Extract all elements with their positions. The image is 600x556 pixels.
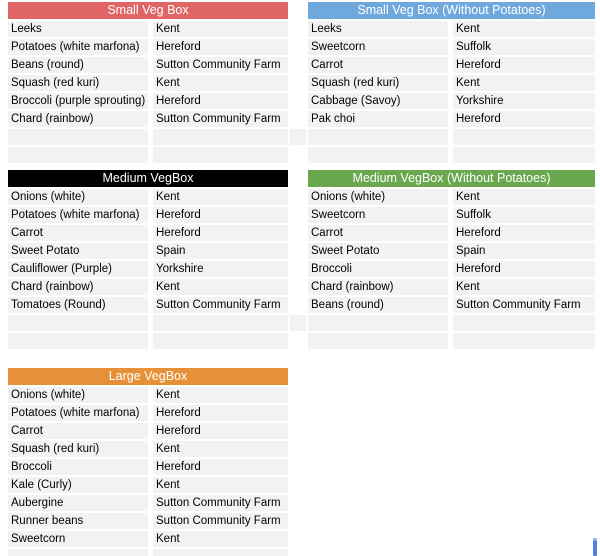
table-row xyxy=(8,93,288,109)
item-cell[interactable]: Broccoli xyxy=(8,459,148,475)
item-cell[interactable]: Aubergine xyxy=(8,495,148,511)
item-cell[interactable]: Sweet Potato xyxy=(8,243,148,259)
item-cell[interactable]: Potatoes (white marfona) xyxy=(8,39,148,55)
item-cell[interactable]: Kale (Curly) xyxy=(8,477,148,493)
source-cell[interactable] xyxy=(153,549,288,556)
source-cell[interactable] xyxy=(453,129,595,145)
table-body xyxy=(8,189,288,349)
item-cell[interactable]: Sweet Potato xyxy=(308,243,448,259)
table-row xyxy=(8,21,288,37)
table-body xyxy=(8,21,288,163)
table-row xyxy=(308,261,595,277)
source-cell[interactable]: Sutton Community Farm xyxy=(153,111,288,127)
source-cell[interactable]: Sutton Community Farm xyxy=(153,513,288,529)
table-large-vegbox xyxy=(8,368,288,556)
table-medium-vegbox-without-potatoes xyxy=(308,170,595,351)
table-row xyxy=(308,75,595,91)
item-cell[interactable]: Cabbage (Savoy) xyxy=(308,93,448,109)
table-row xyxy=(8,387,288,403)
item-cell[interactable]: Carrot xyxy=(308,57,448,73)
table-header-small-veg-box[interactable]: Small Veg Box xyxy=(8,2,288,19)
table-small-veg-box-without-potatoes xyxy=(308,2,595,165)
source-cell[interactable]: Hereford xyxy=(453,111,595,127)
table-row xyxy=(308,243,595,259)
table-row xyxy=(308,225,595,241)
item-cell[interactable]: Leeks xyxy=(8,21,148,37)
item-cell[interactable]: Leeks xyxy=(308,21,448,37)
table-row xyxy=(8,207,288,223)
scrollbar-thumb[interactable] xyxy=(593,538,597,556)
table-header-large-vegbox[interactable]: Large VegBox xyxy=(8,368,288,385)
source-cell[interactable]: Kent xyxy=(153,279,288,295)
table-row xyxy=(308,279,595,295)
table-row xyxy=(8,495,288,511)
source-cell[interactable]: Kent xyxy=(153,387,288,403)
empty-row xyxy=(8,147,288,163)
row-band-gap-cell xyxy=(290,129,306,145)
table-row xyxy=(8,441,288,457)
table-row xyxy=(8,405,288,421)
item-cell[interactable] xyxy=(8,549,148,556)
table-row xyxy=(308,21,595,37)
item-cell[interactable]: Squash (red kuri) xyxy=(8,75,148,91)
table-row xyxy=(8,243,288,259)
item-cell[interactable]: Squash (red kuri) xyxy=(8,441,148,457)
table-row xyxy=(308,207,595,223)
table-row xyxy=(8,459,288,475)
table-row xyxy=(308,297,595,313)
item-cell[interactable]: Sweetcorn xyxy=(308,207,448,223)
table-row xyxy=(8,57,288,73)
source-cell[interactable]: Suffolk xyxy=(453,39,595,55)
item-cell[interactable]: Carrot xyxy=(8,423,148,439)
source-cell[interactable]: Kent xyxy=(153,189,288,205)
table-row xyxy=(8,75,288,91)
source-cell[interactable]: Hereford xyxy=(153,39,288,55)
empty-row xyxy=(8,129,288,145)
table-row xyxy=(8,111,288,127)
source-cell[interactable]: Sutton Community Farm xyxy=(453,297,595,313)
empty-row xyxy=(8,315,288,331)
table-header-medium-vegbox[interactable]: Medium VegBox xyxy=(8,170,288,187)
table-row xyxy=(8,297,288,313)
item-cell[interactable]: Carrot xyxy=(8,225,148,241)
item-cell[interactable]: Sweetcorn xyxy=(8,531,148,547)
source-cell[interactable] xyxy=(453,147,595,163)
item-cell[interactable]: Sweetcorn xyxy=(308,39,448,55)
source-cell[interactable]: Hereford xyxy=(153,93,288,109)
source-cell[interactable]: Hereford xyxy=(153,405,288,421)
item-cell[interactable] xyxy=(308,129,448,145)
source-cell[interactable]: Hereford xyxy=(453,225,595,241)
source-cell[interactable]: Kent xyxy=(453,21,595,37)
empty-row xyxy=(308,147,595,163)
source-cell[interactable]: Sutton Community Farm xyxy=(153,57,288,73)
table-row xyxy=(8,39,288,55)
source-cell[interactable] xyxy=(153,315,288,331)
table-small-veg-box xyxy=(8,2,288,165)
item-cell[interactable] xyxy=(8,147,148,163)
table-header-small-veg-box-without-potatoes[interactable]: Small Veg Box (Without Potatoes) xyxy=(308,2,595,19)
table-row xyxy=(8,261,288,277)
source-cell[interactable]: Hereford xyxy=(153,423,288,439)
source-cell[interactable]: Yorkshire xyxy=(453,93,595,109)
source-cell[interactable] xyxy=(453,333,595,349)
item-cell[interactable] xyxy=(8,129,148,145)
item-cell[interactable] xyxy=(308,147,448,163)
source-cell[interactable]: Hereford xyxy=(453,57,595,73)
table-row xyxy=(8,513,288,529)
table-row xyxy=(308,39,595,55)
empty-row xyxy=(8,333,288,349)
item-cell[interactable]: Potatoes (white marfona) xyxy=(8,207,148,223)
item-cell[interactable]: Chard (rainbow) xyxy=(8,279,148,295)
table-row xyxy=(8,279,288,295)
item-cell[interactable]: Pak choi xyxy=(308,111,448,127)
table-body xyxy=(308,189,595,349)
table-row xyxy=(8,225,288,241)
table-row xyxy=(308,93,595,109)
table-row xyxy=(8,189,288,205)
table-row xyxy=(8,531,288,547)
table-medium-vegbox xyxy=(8,170,288,351)
source-cell[interactable]: Kent xyxy=(153,531,288,547)
row-band-gap-cell xyxy=(290,315,306,331)
table-row xyxy=(8,423,288,439)
source-cell[interactable]: Sutton Community Farm xyxy=(153,495,288,511)
item-cell[interactable]: Beans (round) xyxy=(8,57,148,73)
source-cell[interactable] xyxy=(153,129,288,145)
source-cell[interactable]: Kent xyxy=(153,441,288,457)
item-cell[interactable]: Chard (rainbow) xyxy=(8,111,148,127)
table-body xyxy=(308,21,595,163)
item-cell[interactable]: Onions (white) xyxy=(308,189,448,205)
source-cell[interactable] xyxy=(153,333,288,349)
table-row xyxy=(308,57,595,73)
source-cell[interactable]: Yorkshire xyxy=(153,261,288,277)
source-cell[interactable]: Hereford xyxy=(153,207,288,223)
item-cell[interactable]: Onions (white) xyxy=(8,189,148,205)
empty-row xyxy=(308,333,595,349)
item-cell[interactable]: Onions (white) xyxy=(8,387,148,403)
item-cell[interactable]: Beans (round) xyxy=(308,297,448,313)
source-cell[interactable] xyxy=(453,315,595,331)
source-cell[interactable]: Kent xyxy=(453,75,595,91)
table-row xyxy=(308,189,595,205)
source-cell[interactable]: Spain xyxy=(153,243,288,259)
item-cell[interactable]: Tomatoes (Round) xyxy=(8,297,148,313)
item-cell[interactable]: Runner beans xyxy=(8,513,148,529)
source-cell[interactable]: Hereford xyxy=(153,459,288,475)
item-cell[interactable] xyxy=(308,315,448,331)
item-cell[interactable]: Potatoes (white marfona) xyxy=(8,405,148,421)
table-header-medium-vegbox-without-potatoes[interactable]: Medium VegBox (Without Potatoes) xyxy=(308,170,595,187)
source-cell[interactable]: Hereford xyxy=(453,261,595,277)
empty-row xyxy=(308,129,595,145)
source-cell[interactable]: Sutton Community Farm xyxy=(153,297,288,313)
empty-row xyxy=(308,315,595,331)
source-cell[interactable] xyxy=(153,147,288,163)
item-cell[interactable]: Chard (rainbow) xyxy=(308,279,448,295)
item-cell[interactable]: Cauliflower (Purple) xyxy=(8,261,148,277)
source-cell[interactable]: Kent xyxy=(153,21,288,37)
item-cell[interactable]: Broccoli xyxy=(308,261,448,277)
table-body xyxy=(8,387,288,556)
table-row xyxy=(8,477,288,493)
source-cell[interactable]: Kent xyxy=(153,477,288,493)
source-cell[interactable]: Suffolk xyxy=(453,207,595,223)
source-cell[interactable]: Spain xyxy=(453,243,595,259)
empty-row xyxy=(8,549,288,556)
item-cell[interactable] xyxy=(8,315,148,331)
item-cell[interactable]: Squash (red kuri) xyxy=(308,75,448,91)
item-cell[interactable] xyxy=(308,333,448,349)
item-cell[interactable]: Carrot xyxy=(308,225,448,241)
source-cell[interactable]: Kent xyxy=(153,75,288,91)
item-cell[interactable] xyxy=(8,333,148,349)
item-cell[interactable]: Broccoli (purple sprouting) xyxy=(8,93,148,109)
source-cell[interactable]: Hereford xyxy=(153,225,288,241)
source-cell[interactable]: Kent xyxy=(453,279,595,295)
source-cell[interactable]: Kent xyxy=(453,189,595,205)
table-row xyxy=(308,111,595,127)
